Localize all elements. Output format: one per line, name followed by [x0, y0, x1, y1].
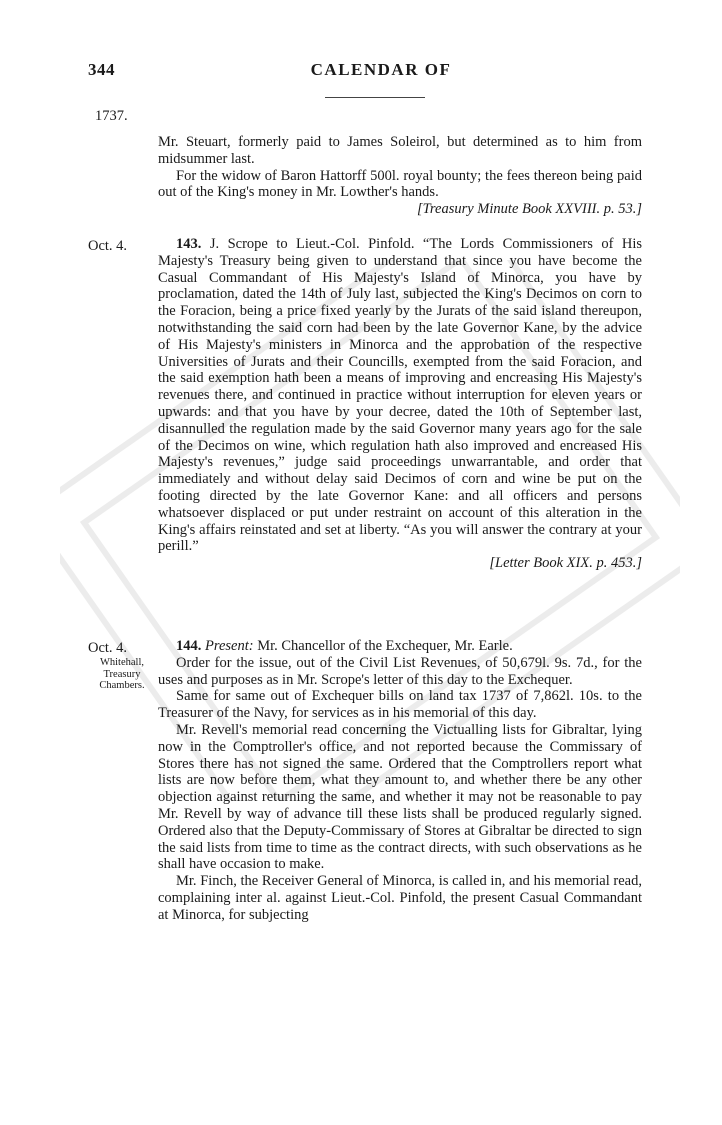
entry-143-date: Oct. 4.: [88, 238, 128, 254]
entry-144-para: Same for same out of Exchequer bills on land tax 1737 of 7,862l. 10s. to the Treasurer of the Navy, for services as in his memorial of this day.: [158, 688, 642, 722]
entry-144-date: Oct. 4.: [88, 640, 128, 656]
entry-143: [158, 236, 642, 572]
entry-text: J. Scrope to Lieut.-Col. Pinfold. “The Lords Commissioners of His Majesty's Treasury being given to understand that since you have become the Casual Commandant of His Majesty's Island of Minorca, you have by proclamation, dated the 14th of July last, subjected the King's Decimos on corn to the Foracion, being a price fixed yearly by the Jurats of the said island thereupon, notwithstanding the said corn had been by the late Governor Kane, by the advice of His Majesty's ministers in Minorca and the approbation of the respective Universities of Jurats and their Councills, exempted from the said Foracion, and the said exemption hath been a means of improving and encreasing His Majesty's revenues there, and continued in practice without interruption for eleven years or upwards: and that you have by your decree, dated the 10th of September last, disannulled the regulation made by the said Governor many years ago for the sale of the Decimos on wine, which regulation hath also improved and encreased His Majesty's revenues,” judge said proceedings unwarrantable, and order that immediately and without delay said Decimos of corn and wine be put on the footing directed by the late Governor Kane: and all officers and persons whatsoever displaced or put under restraint on account of this alteration in the King's affairs reinstated and set at liberty. “As you will answer the contrary at your perill.”: [158, 236, 642, 555]
citation: [Treasury Minute Book XXVIII. p. 53.]: [417, 201, 642, 218]
running-title: CALENDAR OF: [310, 60, 452, 79]
place-line: Chambers.: [99, 680, 145, 691]
entry-number: 144.: [176, 638, 202, 654]
entry-144-para: Mr. Revell's memorial read concerning the Victualling lists for Gibraltar, lying now in the Comptroller's office, and not reported because the Commissary of Stores there has not signed the same. Ordered that the Comptrollers report what lists are now before them, what they amount to, and whether there be any other objection against returning the same, and whether it may not be reasonable to pay Mr. Revell by way of advance till these lists shall be produced regularly signed. Ordered also that the Deputy-Commissary of Stores at Gibraltar be directed to sign the said lists from time to time as the contract directs, with such observations as he shall have occasion to make.: [158, 721, 642, 873]
citation: [Letter Book XIX. p. 453.]: [489, 555, 642, 572]
continuation-block: [158, 134, 642, 218]
continuation-line: Mr. Steuart, formerly paid to James Soleirol, but determined as to him from midsummer last.: [158, 134, 642, 167]
entry-144-para: Order for the issue, out of the Civil List Revenues, of 50,679l. 9s. 7d., for the uses and purposes as in Mr. Scrope's letter of this day to the Exchequer.: [158, 654, 642, 688]
entry-144-present: [158, 638, 642, 655]
place-line: Whitehall,: [99, 657, 145, 668]
page-number: 344: [88, 60, 115, 79]
entry-144: [158, 638, 642, 924]
entry-144-para: Mr. Finch, the Receiver General of Minorca, is called in, and his memorial read, complaining inter al. against Lieut.-Col. Pinfold, the present Casual Commandant at Minorca, for subjecting: [158, 873, 642, 923]
place-line: Treasury: [103, 668, 141, 680]
page-header: [0, 60, 722, 90]
present-label: Present:: [205, 638, 254, 654]
entry-143-body: [158, 236, 642, 555]
entry-number: 143.: [176, 236, 202, 252]
header-rule: [325, 97, 425, 98]
continuation-paragraph: For the widow of Baron Hattorff 500l. royal bounty; the fees thereon being paid out of the King's money in Mr. Lowther's hands.: [158, 167, 642, 201]
margin-year: 1737.: [95, 108, 128, 124]
present-text: Mr. Chancellor of the Exchequer, Mr. Earle.: [257, 638, 513, 654]
entry-144-place: [88, 657, 156, 692]
